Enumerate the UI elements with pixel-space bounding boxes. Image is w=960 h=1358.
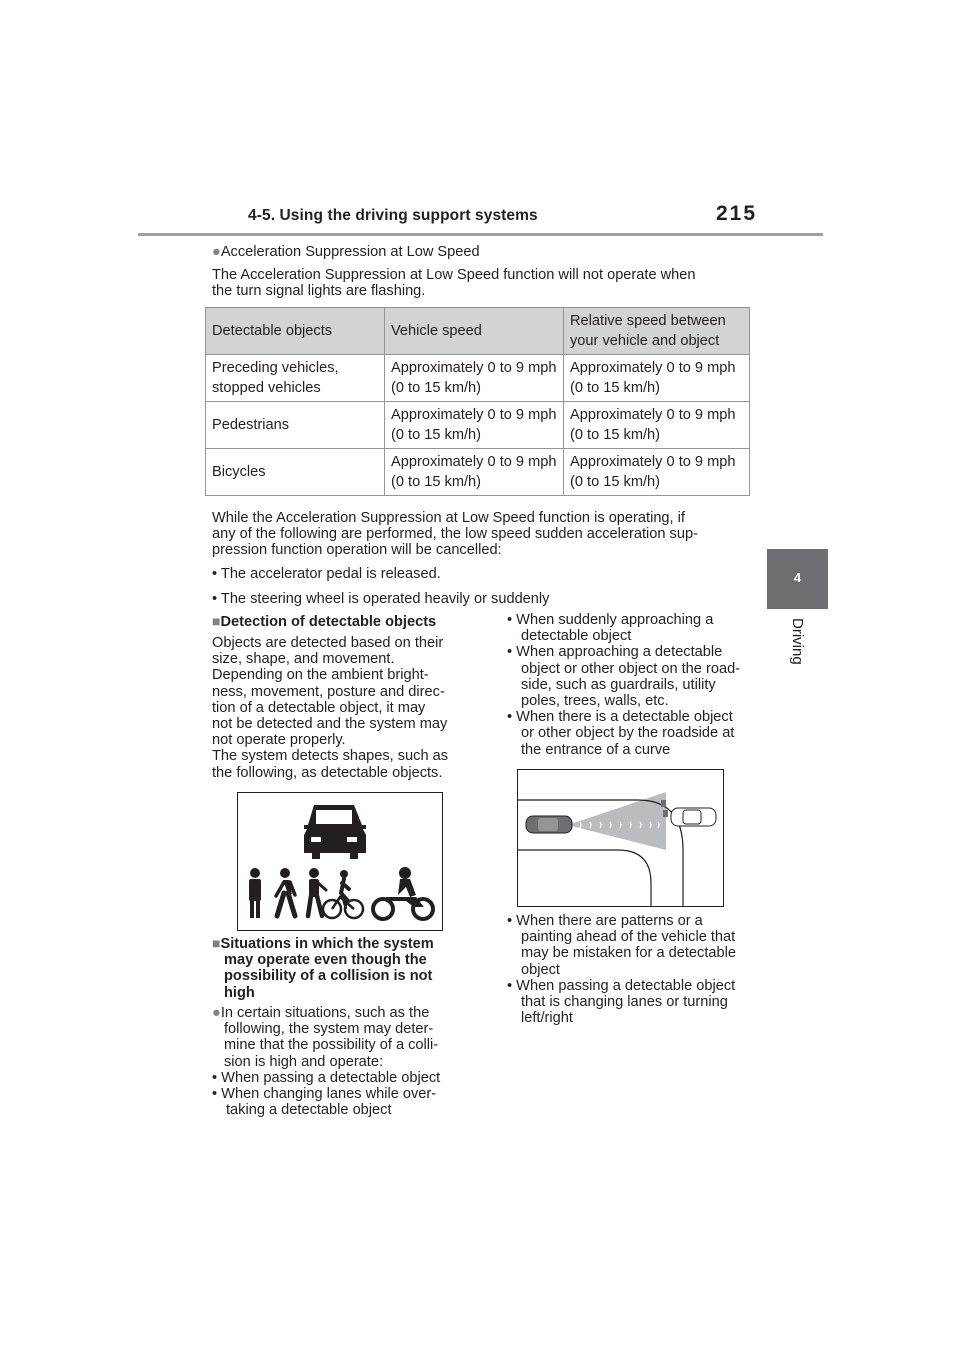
table-cell: Approximately 0 to 9 mph (0 to 15 km/h): [385, 402, 564, 449]
cancel-paragraph: While the Acceleration Suppression at Low Speed function is operating, if any of the following are performed, the low speed sudden acceleration sup- pression function operation will be cancelled:: [212, 510, 698, 559]
chapter-label: Driving: [789, 618, 806, 665]
list-item: • The accelerator pedal is released.: [212, 566, 441, 582]
detection-body: Objects are detected based on their size, shape, and movement. Depending on the ambient bright- ness, movement, posture and direc- tion of a detectable object, it may not be detected and the system may not operate properly. The system detects shapes, such as the following, as detectable objects.: [212, 635, 449, 781]
bullet-dot-icon: ●: [212, 1005, 221, 1021]
square-marker-icon: ■: [212, 613, 221, 629]
cancel-bullet-list: [212, 566, 549, 607]
header-rule: [138, 233, 823, 236]
list-item: • When passing a detectable object: [212, 1070, 441, 1086]
situations-right-bullets-bottom: • When there are patterns or a painting ahead of the vehicle that may be mistaken for a detectable object • When passing a detectable object that is changing lanes or turning left/right: [507, 913, 736, 1027]
table-cell: Approximately 0 to 9 mph (0 to 15 km/h): [564, 355, 750, 402]
car-icon: [304, 805, 366, 859]
list-item: • When changing lanes while over-: [212, 1086, 437, 1103]
list-item: • When passing a detectable object: [507, 977, 736, 994]
chapter-tab: 4: [767, 549, 828, 609]
table-header-cell: Detectable objects: [206, 308, 385, 355]
situations-intro: ●In certain situations, such as the following, the system may deter- mine that the possibility of a colli- sion is high and operate:: [212, 1005, 439, 1070]
situations-left-bullets: • When passing a detectable object • When changing lanes while over- taking a detectable object: [212, 1070, 441, 1119]
section-title: 4-5. Using the driving support systems: [248, 207, 538, 224]
square-marker-icon: ■: [212, 935, 221, 951]
list-item: • When suddenly approaching a: [507, 612, 714, 628]
list-item: • When there is a detectable object: [507, 709, 733, 726]
table-cell: Approximately 0 to 9 mph (0 to 15 km/h): [564, 402, 750, 449]
list-item: • When there are patterns or a: [507, 913, 703, 929]
table-row: [206, 449, 750, 496]
preceding-vehicle-icon: [671, 808, 716, 826]
detectable-objects-table: [205, 307, 750, 496]
table-header-cell: Vehicle speed: [385, 308, 564, 355]
accel-heading: [212, 244, 480, 260]
situations-heading: ■Situations in which the system may operate even though the possibility of a collision is not high: [212, 935, 434, 1001]
walking-pedestrian-icon: [276, 868, 295, 916]
table-cell: Approximately 0 to 9 mph (0 to 15 km/h): [385, 355, 564, 402]
bullet-dot-icon: ●: [212, 244, 221, 260]
curve-illustration: [517, 769, 724, 907]
table-cell: Preceding vehicles, stopped vehicles: [206, 355, 385, 402]
detectable-objects-illustration: [237, 792, 443, 931]
table-header-row: [206, 308, 750, 355]
table-cell: Approximately 0 to 9 mph (0 to 15 km/h): [564, 449, 750, 496]
motorcycle-icon: [373, 867, 433, 919]
accel-heading-text: Acceleration Suppression at Low Speed: [220, 244, 480, 260]
table-row: [206, 355, 750, 402]
pedestrian-icon: [249, 868, 261, 918]
table-cell: Approximately 0 to 9 mph (0 to 15 km/h): [385, 449, 564, 496]
detection-heading: ■Detection of detectable objects: [212, 613, 437, 630]
table-cell: Bicycles: [206, 449, 385, 496]
list-item: • When approaching a detectable: [507, 644, 723, 661]
vehicle-icon: [526, 816, 572, 833]
table-cell: Pedestrians: [206, 402, 385, 449]
accel-intro: The Acceleration Suppression at Low Speed function will not operate when the turn signal lights are flashing.: [212, 267, 696, 300]
page-number: 215: [716, 202, 758, 225]
cyclist-icon: [323, 870, 363, 918]
situations-right-bullets-top: • When suddenly approaching a detectable object • When approaching a detectable object or other object on the road- side, such as guardrails, utility poles, trees, walls, etc. • When there is a detectable object or other object by the roadside at the entrance of a curve: [507, 612, 741, 758]
road-edge-line: [518, 850, 651, 906]
table-row: [206, 402, 750, 449]
table-header-cell: Relative speed between your vehicle and object: [564, 308, 750, 355]
list-item: • The steering wheel is operated heavily or suddenly: [212, 591, 550, 608]
